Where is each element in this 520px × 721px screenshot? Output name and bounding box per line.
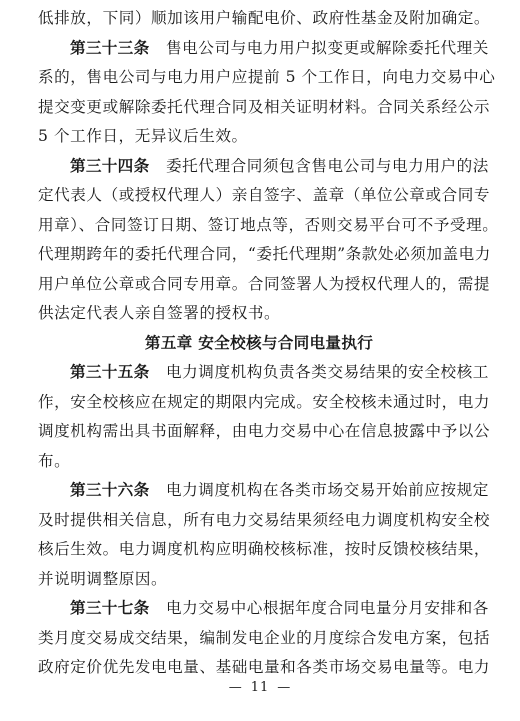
page-number-dash-left: — xyxy=(228,680,243,695)
article-text: 售电公司与电力用户拟变更或解除委托代理关 xyxy=(166,38,489,57)
article-first-line xyxy=(38,594,489,624)
body-text-line: 类月度交易成交结果，编制发电企业的月度综合发电方案，包括 xyxy=(38,628,491,647)
body-text-line: 用章）、合同签订日期、签订地点等，否则交易平台可不予受理。 xyxy=(38,215,499,234)
article-label-gap xyxy=(149,363,166,381)
document-page xyxy=(38,4,499,683)
body-text-line: 调度机构需出具书面解释，由电力交易中心在信息披露中予以公 xyxy=(38,422,491,440)
article-first-line xyxy=(38,152,489,182)
body-text-line: 提交变更或解除委托代理合同及相关证明材料。合同关系经公示 xyxy=(38,97,491,116)
article-label-gap xyxy=(149,481,166,499)
article-text: 电力调度机构在各类市场交易开始前应按规定 xyxy=(166,481,489,499)
body-text-line: 政府定价优先发电电量、基础电量和各类市场交易电量等。电力 xyxy=(38,658,491,676)
body-text-line: 用户单位公章或合同专用章。合同签署人为授权代理人的，需提 xyxy=(38,274,491,293)
body-text-line: 布。 xyxy=(38,451,71,470)
chapter-heading: 第五章 安全校核与合同电量执行 xyxy=(144,333,374,352)
article-text: 委托代理合同须包含售电公司与电力用户的法 xyxy=(166,156,489,175)
body-text-line: 作，安全校核应在规定的期限内完成。安全校核未通过时，电力 xyxy=(38,392,491,411)
body-text-line: 5 个工作日，无异议后生效。 xyxy=(38,127,248,145)
body-text-line: 定代表人（或授权代理人）亲自签字、盖章（单位公章或合同专 xyxy=(38,186,491,204)
article-first-line xyxy=(38,476,489,506)
article-label-gap xyxy=(149,599,166,617)
article-first-line xyxy=(38,34,489,64)
article-label-gap xyxy=(149,39,166,57)
body-text-line: 核后生效。电力调度机构应明确校核标准，按时反馈校核结果， xyxy=(38,540,491,558)
article-label: 第三十七条 xyxy=(70,599,150,617)
article-label-gap xyxy=(149,157,166,175)
body-text-line: 代理期跨年的委托代理合同，“委托代理期”条款处必须加盖电力 xyxy=(38,245,491,263)
body-text-line: 供法定代表人亲自签署的授权书。 xyxy=(38,304,281,322)
article-label: 第三十五条 xyxy=(70,363,150,381)
body-text-line: 及时提供相关信息，所有电力交易结果须经电力调度机构安全校 xyxy=(38,510,491,529)
article-label: 第三十四条 xyxy=(70,156,150,175)
page-number-dash-right: — xyxy=(277,680,292,695)
article-label: 第三十三条 xyxy=(70,38,150,57)
article-text: 电力交易中心根据年度合同电量分月安排和各 xyxy=(166,599,489,617)
article-label: 第三十六条 xyxy=(70,481,150,499)
page-number xyxy=(0,680,520,695)
body-text-line: 并说明调整原因。 xyxy=(38,569,168,588)
article-text: 电力调度机构负责各类交易结果的安全校核工 xyxy=(166,363,489,381)
body-text-line: 低排放，下同）顺加该用户输配电价、政府性基金及附加确定。 xyxy=(38,9,491,27)
body-text-line: 系的，售电公司与电力用户应提前 5 个工作日，向电力交易中心 xyxy=(38,68,496,86)
article-first-line xyxy=(38,358,489,388)
page-number-value: 11 xyxy=(250,680,270,695)
